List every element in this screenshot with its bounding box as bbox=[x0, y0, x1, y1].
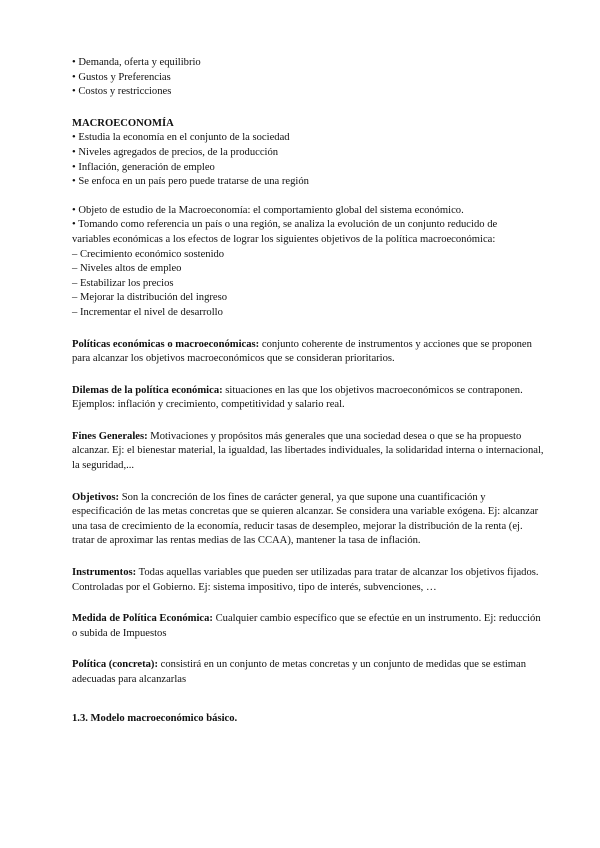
definition-paragraph bbox=[72, 430, 546, 474]
definition-term: Objetivos: bbox=[72, 491, 120, 503]
definition-term: Políticas económicas o macroeconómicas: bbox=[72, 338, 260, 350]
list-item: • Niveles agregados de precios, de la producción bbox=[72, 146, 279, 158]
list-item: – Incrementar el nivel de desarrollo bbox=[72, 306, 223, 318]
definition-paragraph bbox=[72, 566, 546, 595]
section-heading: 1.3. Modelo macroeconómico básico. bbox=[72, 712, 238, 724]
text-line: • Objeto de estudio de la Macroeconomía: el comportamiento global del sistema económico. bbox=[72, 204, 464, 216]
definition-text: consistirá en un conjunto de metas concretas y un conjunto de medidas que se estiman adecuadas para alcanzarlas bbox=[72, 659, 527, 685]
list-item: • Gustos y Preferencias bbox=[72, 71, 171, 83]
definition-text: Son la concreción de los fines de carácter general, ya que supone una cuantificación y especificación de las metas concretas que se quieren alcanzar. Se considera una variable exógena. Ej: alcanzar una tasa de crecimiento de la economía, reducir tasas de desempleo, mejorar la distribución de la renta (ej. tratar de aproximar las rentas medias de las CCAA), mantener la tasa de inflación. bbox=[72, 491, 539, 547]
text-line: • Tomando como referencia un país o una región, se analiza la evolución de un conjunto reducido de bbox=[72, 219, 498, 231]
intro-list bbox=[72, 56, 546, 100]
definition-term: Dilemas de la política económica: bbox=[72, 384, 223, 396]
definition-term: Medida de Política Económica: bbox=[72, 613, 213, 625]
definition-text: conjunto coherente de instrumentos y acciones que se proponen para alcanzar los objetivos macroeconómicos que se consideran prioritarios. bbox=[72, 338, 532, 365]
list-item: • Inflación, generación de empleo bbox=[72, 161, 215, 173]
definition-text: Todas aquellas variables que pueden ser utilizadas para tratar de alcanzar los objetivos fijados. Controladas por el Gobierno. Ej: sistema impositivo, tipo de interés, subvenciones, … bbox=[72, 567, 539, 593]
definition-term: Instrumentos: bbox=[72, 567, 137, 579]
definition-paragraph bbox=[72, 384, 546, 413]
list-item: • Se enfoca en un país pero puede tratarse de una región bbox=[72, 176, 309, 188]
list-item: – Crecimiento económico sostenido bbox=[72, 248, 225, 260]
text-line: variables económicas a los efectos de lograr los siguientes objetivos de la política macroeconómica: bbox=[72, 233, 496, 245]
definition-term: Fines Generales: bbox=[72, 430, 148, 442]
list-item: • Estudia la economía en el conjunto de la sociedad bbox=[72, 132, 290, 144]
definition-text: Motivaciones y propósitos más generales que una sociedad desea o que se ha propuesto alcanzar. Ej: el bienestar material, la igualdad, las libertades individuales, la solidaridad interna o internacional, la seguridad,... bbox=[72, 430, 544, 472]
list-item: – Mejorar la distribución del ingreso bbox=[72, 292, 228, 304]
definition-paragraph bbox=[72, 658, 546, 687]
list-item: • Costos y restricciones bbox=[72, 86, 172, 98]
definition-paragraph bbox=[72, 612, 546, 641]
macro-heading: MACROECONOMÍA bbox=[72, 117, 174, 129]
list-item: – Estabilizar los precios bbox=[72, 277, 174, 289]
definition-text: Cualquier cambio específico que se efectúe en un instrumento. Ej: reducción o subida de Impuestos bbox=[72, 613, 541, 639]
objectives-section bbox=[72, 204, 546, 321]
definition-term: Política (concreta): bbox=[72, 659, 158, 671]
list-item: – Niveles altos de empleo bbox=[72, 263, 182, 275]
definition-paragraph bbox=[72, 338, 546, 367]
definition-paragraph bbox=[72, 491, 546, 549]
definition-text: situaciones en las que los objetivos macroeconómicos se contraponen. Ejemplos: inflación y crecimiento, competitividad y salario real. bbox=[72, 384, 523, 411]
macro-section bbox=[72, 117, 546, 190]
list-item: • Demanda, oferta y equilibrio bbox=[72, 57, 201, 68]
